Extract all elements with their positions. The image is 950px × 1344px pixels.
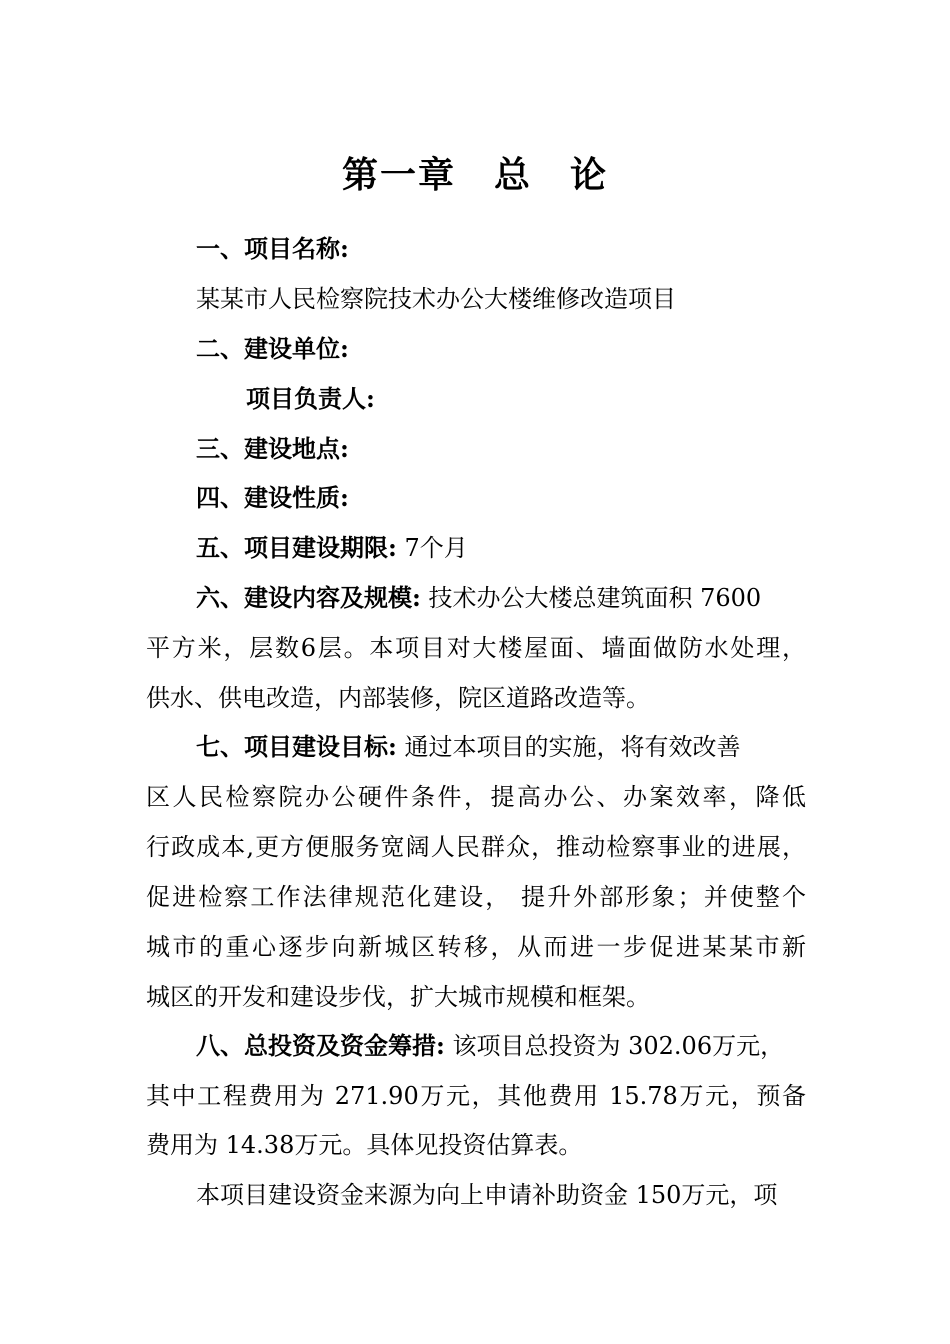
section-2-heading: 二、建设单位: bbox=[196, 334, 349, 363]
section-7-line-6: 城区的开发和建设步伐，扩大城市规模和框架。 bbox=[146, 983, 650, 1011]
section-8-line-1 bbox=[196, 1029, 784, 1063]
section-4-heading: 四、建设性质: bbox=[196, 483, 349, 512]
section-5-heading: 五、项目建设期限: bbox=[196, 533, 397, 562]
construction-period-value: 7个月 bbox=[396, 534, 468, 562]
section-7-line-3: 行政成本,更方便服务宽阔人民群众，推动检察事业的进展， bbox=[146, 833, 806, 861]
section-7-line-4: 促进检察工作法律规范化建设， 提升外部形象；并使整个 bbox=[146, 883, 806, 911]
section-5-line bbox=[196, 531, 468, 565]
section-8-heading: 八、总投资及资金筹措: bbox=[196, 1031, 445, 1060]
section-7-text-1: 通过本项目的实施，将有效改善 bbox=[396, 733, 741, 761]
chapter-title: 第一章 总 论 bbox=[341, 154, 608, 196]
section-8-line-2: 其中工程费用为 271.90万元，其他费用 15.78万元，预备 bbox=[146, 1082, 806, 1110]
section-7-line-1 bbox=[196, 730, 741, 764]
section-6-line-3: 供水、供电改造，内部装修，院区道路改造等。 bbox=[146, 684, 650, 712]
project-name-value: 某某市人民检察院技术办公大楼维修改造项目 bbox=[196, 285, 676, 313]
section-6-line-1 bbox=[196, 581, 761, 615]
section-7-line-5: 城市的重心逐步向新城区转移，从而进一步促进某某市新 bbox=[146, 933, 806, 961]
section-1-heading: 一、项目名称: bbox=[196, 234, 349, 263]
section-6-line-2: 平方米，层数6层。本项目对大楼屋面、墙面做防水处理， bbox=[146, 634, 806, 662]
section-3-heading: 三、建设地点: bbox=[196, 434, 349, 463]
project-leader-heading: 项目负责人: bbox=[246, 384, 375, 413]
section-8-text-1: 该项目总投资为 302.06万元， bbox=[444, 1032, 785, 1060]
section-7-heading: 七、项目建设目标: bbox=[196, 732, 397, 761]
section-6-heading: 六、建设内容及规模: bbox=[196, 583, 421, 612]
section-6-text-1: 技术办公大楼总建筑面积 7600 bbox=[420, 584, 762, 612]
section-8-line-3: 费用为 14.38万元。具体见投资估算表。 bbox=[146, 1131, 583, 1159]
section-7-line-2: 区人民检察院办公硬件条件，提高办公、办案效率，降低 bbox=[146, 783, 806, 811]
section-8-line-4: 本项目建设资金来源为向上申请补助资金 150万元，项 bbox=[196, 1181, 778, 1209]
